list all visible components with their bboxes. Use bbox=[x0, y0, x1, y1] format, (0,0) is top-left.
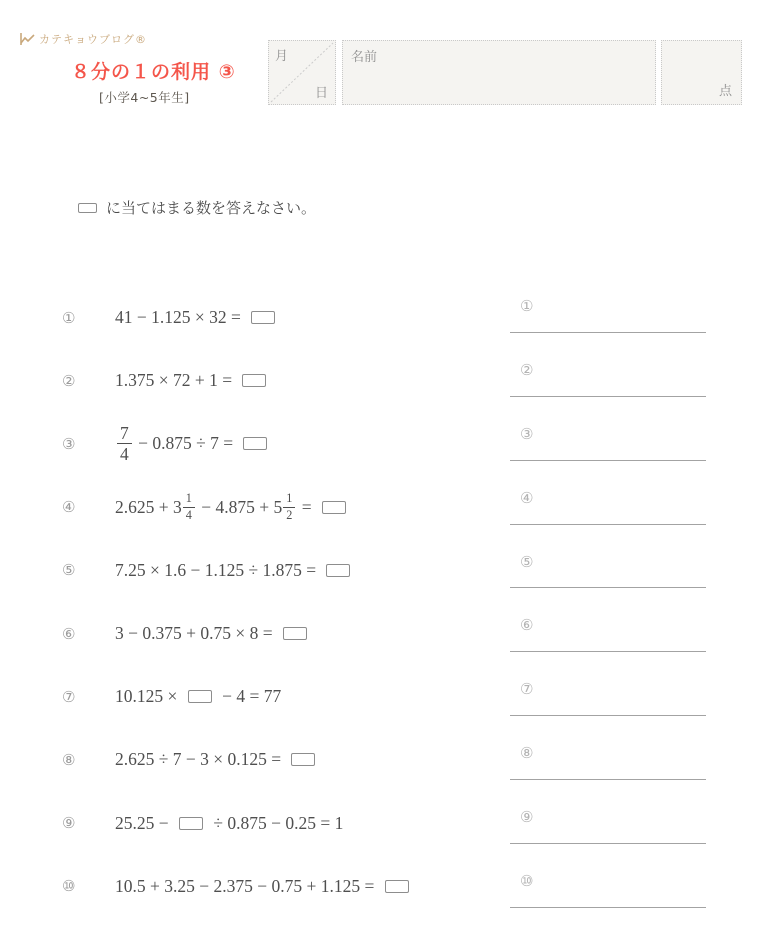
grade-level: [小学4~5年生] bbox=[99, 90, 190, 105]
mixed-number bbox=[274, 492, 298, 521]
answer-placeholder-box bbox=[251, 311, 275, 324]
problem-equation bbox=[115, 686, 281, 707]
equation-text: − 0.875 ÷ 7 = bbox=[133, 433, 238, 454]
problem-number: ② bbox=[62, 371, 76, 390]
answer-number: ⑧ bbox=[520, 744, 534, 763]
problem-row bbox=[62, 602, 502, 665]
name-box bbox=[342, 40, 656, 105]
problem-row bbox=[62, 412, 502, 475]
score-label: 点 bbox=[718, 84, 732, 99]
answer-number: ⑨ bbox=[520, 808, 534, 827]
answer-row bbox=[510, 716, 706, 780]
worksheet-title: ８分の１の利用 ③ bbox=[71, 61, 236, 83]
problem-row bbox=[62, 539, 502, 602]
answer-row bbox=[510, 844, 706, 908]
problem-equation bbox=[115, 307, 281, 328]
problem-number: ① bbox=[62, 308, 76, 327]
answer-placeholder-box bbox=[322, 501, 346, 514]
equation-text: 1.375 × 72 + 1 = bbox=[115, 370, 237, 391]
problem-row bbox=[62, 792, 502, 855]
answer-number: ⑩ bbox=[520, 872, 534, 891]
answer-number: ① bbox=[520, 297, 534, 315]
problem-number: ⑧ bbox=[62, 750, 76, 769]
problem-number: ⑤ bbox=[62, 561, 76, 580]
problem-row bbox=[62, 665, 502, 728]
problem-equation bbox=[115, 560, 356, 581]
problems-column bbox=[62, 286, 502, 918]
problem-row bbox=[62, 286, 502, 349]
answer-row bbox=[510, 780, 706, 844]
problem-equation bbox=[115, 749, 321, 770]
equation-text: ÷ 0.875 − 0.25 = 1 bbox=[209, 812, 344, 833]
answer-placeholder-box bbox=[385, 880, 409, 893]
day-label: 日 bbox=[314, 86, 328, 101]
equation-text: − 4.875 + bbox=[196, 496, 274, 517]
site-logo bbox=[20, 31, 147, 47]
equation-text: 10.125 × bbox=[115, 686, 182, 707]
answer-row bbox=[510, 652, 706, 716]
problem-equation bbox=[115, 424, 273, 465]
blank-box-icon bbox=[78, 203, 97, 213]
answers-column bbox=[510, 269, 706, 908]
answer-placeholder-box bbox=[326, 564, 350, 577]
logo-text: カテキョウブログ® bbox=[39, 33, 147, 46]
answer-placeholder-box bbox=[291, 753, 315, 766]
equation-text: 7.25 × 1.6 − 1.125 ÷ 1.875 = bbox=[115, 559, 321, 580]
mixed-whole: 5 bbox=[273, 496, 283, 517]
answer-number: ④ bbox=[520, 488, 534, 507]
fraction bbox=[283, 492, 295, 521]
equation-text: = bbox=[297, 496, 316, 517]
answer-number: ⑤ bbox=[520, 552, 534, 571]
mixed-whole: 3 bbox=[173, 496, 182, 517]
answer-number: ② bbox=[520, 360, 534, 379]
problem-number: ⑨ bbox=[62, 814, 76, 833]
fraction-denominator: 2 bbox=[286, 507, 293, 522]
problem-equation bbox=[115, 876, 415, 897]
equation-text: − 4 = 77 bbox=[217, 686, 282, 707]
fraction-denominator: 4 bbox=[120, 444, 129, 465]
equation-text: 10.5 + 3.25 − 2.375 − 0.75 + 1.125 = bbox=[115, 875, 379, 896]
month-label: 月 bbox=[275, 49, 289, 64]
problem-equation bbox=[115, 813, 343, 834]
fraction-denominator: 4 bbox=[185, 507, 192, 522]
fraction-numerator: 1 bbox=[183, 492, 195, 507]
answer-row bbox=[510, 269, 706, 333]
problem-number: ④ bbox=[62, 498, 76, 517]
problem-row bbox=[62, 476, 502, 539]
name-label: 名前 bbox=[351, 50, 378, 65]
answer-placeholder-box bbox=[242, 374, 266, 387]
answer-placeholder-box bbox=[243, 437, 267, 450]
instruction-text: に当てはまる数を答えなさい。 bbox=[106, 199, 317, 217]
score-box bbox=[661, 40, 742, 105]
answer-row bbox=[510, 588, 706, 652]
equation-text: 41 − 1.125 × 32 = bbox=[115, 307, 246, 328]
equation-text: 3 − 0.375 + 0.75 × 8 = bbox=[115, 623, 277, 644]
fraction bbox=[183, 492, 195, 521]
problem-number: ⑥ bbox=[62, 624, 76, 643]
fraction bbox=[117, 424, 132, 465]
date-box bbox=[268, 40, 336, 105]
problem-row bbox=[62, 855, 502, 918]
fraction-numerator: 7 bbox=[117, 424, 132, 445]
answer-row bbox=[510, 333, 706, 397]
answer-row bbox=[510, 525, 706, 589]
answer-placeholder-box bbox=[283, 627, 307, 640]
instruction bbox=[78, 197, 316, 218]
problem-equation bbox=[115, 370, 272, 391]
answer-placeholder-box bbox=[179, 817, 203, 830]
answer-row bbox=[510, 397, 706, 461]
mixed-number bbox=[173, 492, 197, 521]
answer-number: ⑦ bbox=[520, 680, 534, 699]
answer-number: ③ bbox=[520, 424, 534, 443]
answer-row bbox=[510, 461, 706, 525]
problem-row bbox=[62, 728, 502, 791]
equation-text: 2.625 ÷ 7 − 3 × 0.125 = bbox=[115, 749, 286, 770]
problem-equation bbox=[115, 492, 352, 521]
problem-number: ⑩ bbox=[62, 877, 76, 896]
answer-placeholder-box bbox=[188, 690, 212, 703]
problem-row bbox=[62, 349, 502, 412]
line-chart-logo-icon bbox=[20, 33, 35, 46]
equation-text: 25.25 − bbox=[115, 812, 173, 833]
problem-equation bbox=[115, 623, 313, 644]
answer-number: ⑥ bbox=[520, 616, 534, 635]
fraction-numerator: 1 bbox=[283, 492, 295, 507]
problem-number: ③ bbox=[62, 434, 76, 453]
problem-number: ⑦ bbox=[62, 687, 76, 706]
equation-text: 2.625 + bbox=[115, 496, 173, 517]
